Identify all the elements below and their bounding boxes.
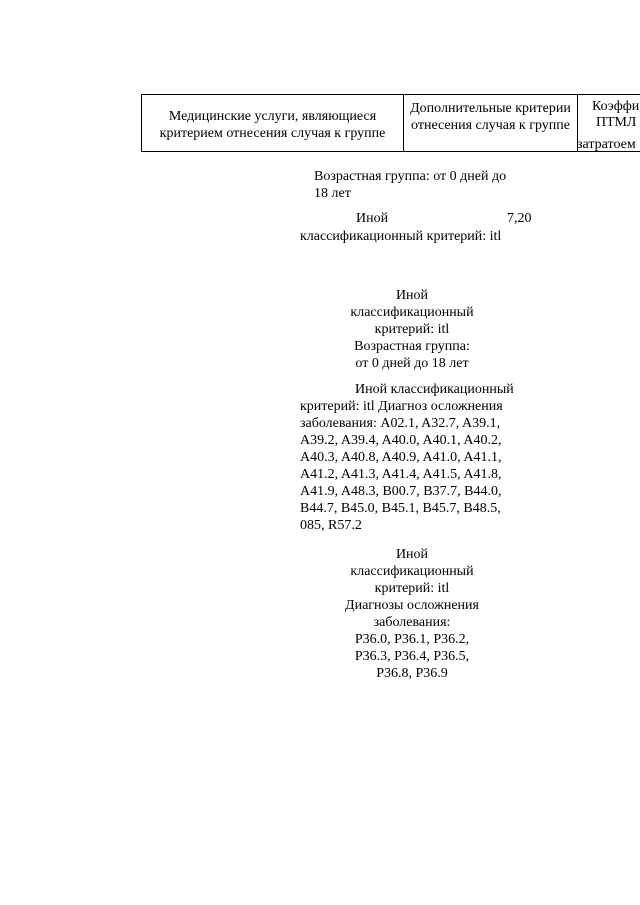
coefficient-value: 7,20 xyxy=(507,211,532,226)
b3-line2: классификационный xyxy=(350,305,474,320)
header-cell-additional-criteria xyxy=(404,95,578,151)
b4-line4: A39.2, A39.4, A40.0, A40.1, A40.2, xyxy=(300,433,502,448)
b3-line1: Иной xyxy=(395,288,429,303)
header-cell-medical-services xyxy=(142,95,404,151)
b5-line3: критерий: itl xyxy=(374,581,450,596)
b4-line3: заболевания: A02.1, A32.7, A39.1, xyxy=(300,416,501,431)
b4-line2: критерий: itl Диагноз осложнения xyxy=(300,399,503,414)
b5-line4: Диагнозы осложнения xyxy=(345,598,479,613)
b4-line1: Иной классификационный xyxy=(355,382,514,397)
header-cell-coefficient xyxy=(578,95,640,151)
b4-line8: B44.7, B45.0, B45.1, B45.7, B48.5, xyxy=(300,501,501,516)
itl-word: Иной xyxy=(356,211,389,226)
age-group-criterion xyxy=(314,168,534,202)
itl-age-criterion xyxy=(300,287,524,372)
b5-line2: классификационный xyxy=(350,564,474,579)
b4-line6: A41.2, A41.3, A41.4, A41.5, A41.8, xyxy=(300,467,502,482)
itl-diagnosis-criterion xyxy=(300,381,530,534)
age-group-line2: 18 лет xyxy=(314,186,351,201)
b5-line1: Иной xyxy=(395,547,429,562)
itl-p36-criterion xyxy=(300,546,524,682)
b5-line5: заболевания: xyxy=(373,615,451,630)
table-header xyxy=(141,94,640,152)
age-group-line1: Возрастная группа: от 0 дней до xyxy=(314,169,507,184)
header-cell-medical-services-text: Медицинские услуги, являющиеся критерием отнесения случая к группе xyxy=(159,109,386,141)
b4-line5: A40.3, A40.8, A40.9, A41.0, A41.1, xyxy=(300,450,502,465)
b5-line8: P36.8, P36.9 xyxy=(376,666,448,681)
header-cell-coefficient-line2: ПТМЛ xyxy=(596,115,637,130)
b5-line7: P36.3, P36.4, P36.5, xyxy=(354,649,470,664)
b4-line7: A41.9, A48.3, B00.7, B37.7, B44.0, xyxy=(300,484,502,499)
header-cell-coefficient-line1: Коэффи xyxy=(592,99,640,114)
itl-criterion-row xyxy=(300,210,540,250)
b3-line5: от 0 дней до 18 лет xyxy=(355,356,469,371)
itl-line2: классификационный критерий: itl xyxy=(300,229,502,244)
header-cell-additional-criteria-text: Дополнительные критерии отнесения случая к группе xyxy=(410,101,571,133)
b4-line9: 085, R57.2 xyxy=(300,518,362,533)
b3-line3: критерий: itl xyxy=(374,322,450,337)
b5-line6: P36.0, P36.1, P36.2, xyxy=(354,632,470,647)
header-cell-coefficient-line3: затратоем xyxy=(577,137,636,152)
b3-line4: Возрастная группа: xyxy=(354,339,470,354)
